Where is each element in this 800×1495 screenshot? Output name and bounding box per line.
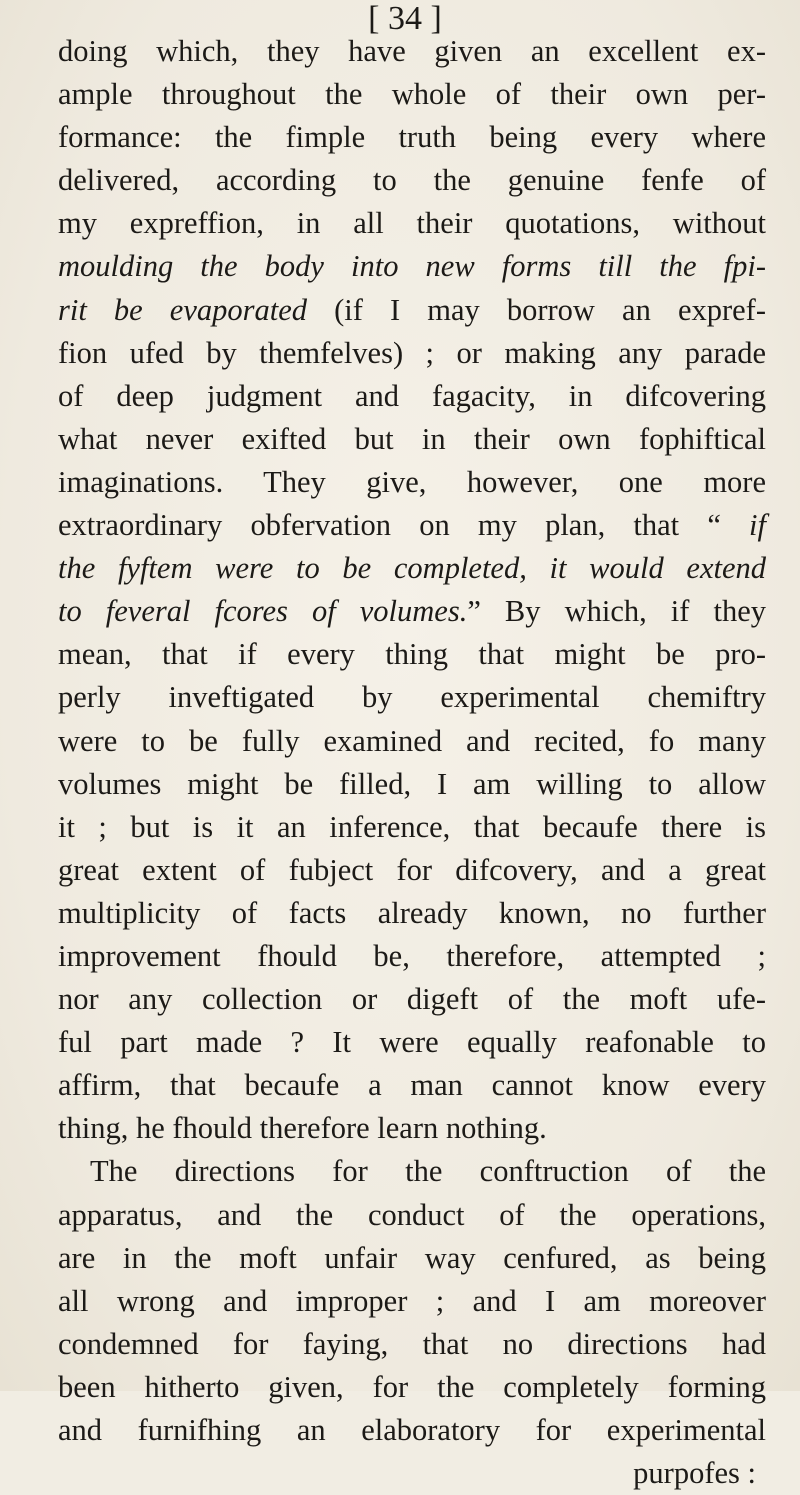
- text-span: (if I may borrow an expref-: [307, 292, 766, 327]
- text-span: imaginations. They give, however, one more: [58, 464, 766, 499]
- text-span: delivered, according to the genuine fenfe of: [58, 163, 766, 198]
- text-span: multiplicity of facts already known, no further: [58, 895, 766, 930]
- text-line: [58, 1107, 766, 1150]
- text-span: mean, that if every thing that might be pro-: [58, 637, 766, 672]
- text-span: were to be fully examined and recited, fo many: [58, 723, 766, 758]
- text-span: of deep judgment and fagacity, in difcovering: [58, 378, 766, 413]
- text-line: [58, 1021, 766, 1064]
- text-line: [58, 504, 766, 547]
- body-text: [58, 30, 766, 1495]
- text-line: [58, 245, 766, 288]
- text-line: [58, 590, 766, 633]
- text-line: [58, 935, 766, 978]
- text-line: [58, 633, 766, 676]
- text-span: apparatus, and the conduct of the operations,: [58, 1197, 766, 1232]
- text-span: and furnifhing an elaboratory for experimental: [58, 1413, 766, 1447]
- text-line: [58, 418, 766, 461]
- text-line: [58, 763, 766, 806]
- text-span: nor any collection or digeft of the moft ufe-: [58, 982, 766, 1017]
- text-line: [58, 73, 766, 116]
- text-line: [58, 332, 766, 375]
- text-span: ” By which, if they: [467, 594, 766, 629]
- text-line: [58, 159, 766, 202]
- text-line: [58, 116, 766, 159]
- text-span: fion ufed by themfelves) ; or making any parade: [58, 335, 766, 370]
- text-line: [58, 849, 766, 892]
- italic-span: rit be evaporated: [58, 292, 308, 327]
- text-line: [58, 806, 766, 849]
- text-line: [58, 30, 766, 73]
- text-line: [58, 676, 766, 719]
- text-line: [58, 461, 766, 504]
- text-span: all wrong and improper ; and I am moreover: [58, 1283, 766, 1318]
- text-line: [58, 1280, 766, 1323]
- text-line: [58, 892, 766, 935]
- text-span: volumes might be filled, I am willing to allow: [58, 766, 766, 801]
- text-line: [58, 547, 766, 590]
- text-span: my expreffion, in all their quotations, without: [58, 206, 766, 241]
- text-span: extraordinary obfervation on my plan, that “: [58, 508, 750, 543]
- italic-span: to feveral fcores of volumes.: [58, 594, 468, 629]
- text-line: [58, 375, 766, 418]
- text-span: perly inveftigated by experimental chemiftry: [58, 680, 766, 715]
- text-line: [58, 289, 766, 332]
- text-line: [58, 720, 766, 763]
- text-line: [58, 1452, 766, 1495]
- text-span: thing, he fhould therefore learn nothing.: [58, 1111, 547, 1146]
- italic-span: if: [749, 508, 766, 543]
- text-span: ample throughout the whole of their own per-: [58, 77, 766, 112]
- text-line: [58, 978, 766, 1021]
- text-span: doing which, they have given an excellent ex-: [58, 34, 766, 68]
- text-span: affirm, that becaufe a man cannot know every: [58, 1068, 766, 1103]
- text-span: it ; but is it an inference, that becaufe there is: [58, 809, 766, 844]
- text-span: are in the moft unfair way cenfured, as being: [58, 1240, 766, 1275]
- text-line: [58, 1194, 766, 1237]
- text-span: The directions for the conftruction of the: [90, 1154, 766, 1189]
- text-span: improvement fhould be, therefore, attempted ;: [58, 938, 766, 973]
- text-span: purpofes :: [633, 1456, 756, 1491]
- italic-span: the fyftem were to be completed, it would extend: [58, 551, 766, 586]
- page-number: [ 34 ]: [368, 0, 442, 37]
- text-span: what never exifted but in their own fophiftical: [58, 421, 766, 456]
- text-span: formance: the fimple truth being every where: [58, 120, 766, 155]
- text-line: [58, 1323, 766, 1366]
- text-span: condemned for faying, that no directions had: [58, 1326, 766, 1361]
- text-line: [58, 1150, 766, 1193]
- text-line: [58, 1409, 766, 1452]
- text-span: great extent of fubject for difcovery, and a great: [58, 852, 766, 887]
- text-line: [58, 202, 766, 245]
- italic-span: moulding the body into new forms till the fpi-: [58, 249, 766, 284]
- text-span: ful part made ? It were equally reafonable to: [58, 1025, 766, 1060]
- text-line: [58, 1237, 766, 1280]
- text-span: been hitherto given, for the completely forming: [58, 1369, 766, 1404]
- text-line: [58, 1064, 766, 1107]
- text-line: [58, 1366, 766, 1409]
